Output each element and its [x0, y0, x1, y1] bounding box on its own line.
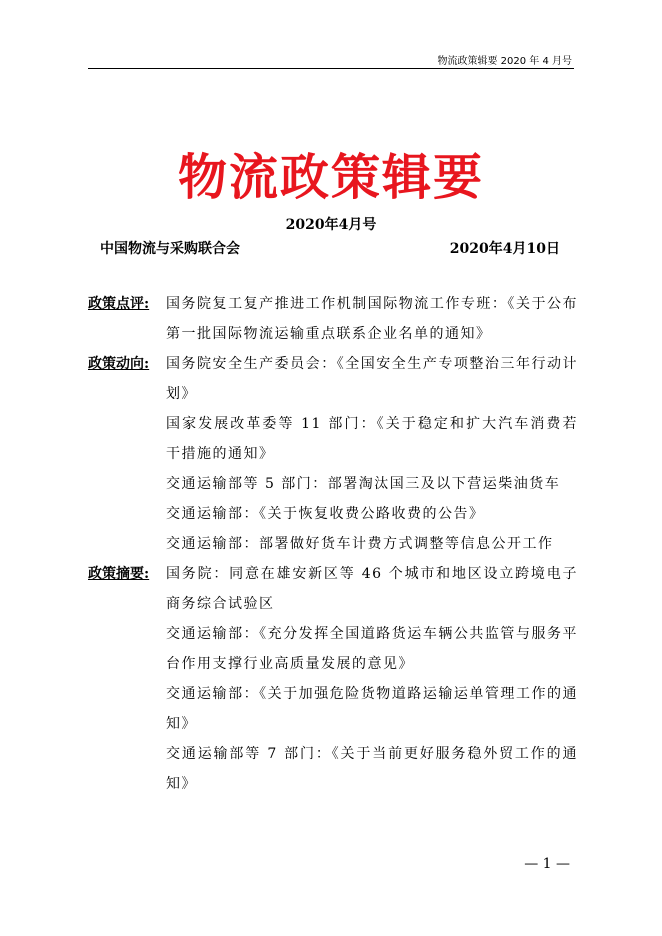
main-title: 物流政策辑要	[177, 149, 484, 206]
list-item: 交通运输部等 5 部门：部署淘汰国三及以下营运柴油货车	[166, 476, 561, 492]
list-item: 国务院复工复产推进工作机制国际物流工作专班：《关于公布第一批国际物流运输重点联系企业名单的通知》	[166, 296, 578, 342]
header-rule	[88, 68, 574, 69]
list-item: 国务院：同意在雄安新区等 46 个城市和地区设立跨境电子商务综合试验区	[166, 566, 578, 612]
list-item: 交通运输部：部署做好货车计费方式调整等信息公开工作	[166, 536, 554, 552]
section-policy-abstracts	[88, 559, 578, 799]
list-item: 国家发展改革委等 11 部门：《关于稳定和扩大汽车消费若干措施的通知》	[166, 416, 578, 462]
list-item: 交通运输部：《充分发挥全国道路货运车辆公共监管与服务平台作用支撑行业高质量发展的意见》	[166, 626, 578, 672]
section-label: 政策摘要:	[88, 566, 150, 582]
section-policy-trends	[88, 349, 578, 559]
section-policy-review	[88, 289, 578, 349]
page-number: — 1 —	[524, 856, 570, 872]
list-item: 交通运输部：《关于恢复收费公路收费的公告》	[166, 506, 485, 522]
issue-number: 2020年4月号	[285, 217, 377, 233]
organization-name: 中国物流与采购联合会	[100, 241, 240, 257]
issue-date: 2020年4月10日	[449, 241, 560, 257]
section-label: 政策动向:	[88, 356, 150, 372]
running-header: 物流政策辑要 2020 年 4 月号	[437, 56, 572, 67]
list-item: 国务院安全生产委员会：《全国安全生产专项整治三年行动计划》	[166, 356, 578, 402]
list-item: 交通运输部等 7 部门：《关于当前更好服务稳外贸工作的通知》	[166, 746, 578, 792]
list-item: 交通运输部：《关于加强危险货物道路运输运单管理工作的通知》	[166, 686, 578, 732]
section-label: 政策点评:	[88, 296, 150, 312]
table-of-contents	[88, 289, 578, 799]
